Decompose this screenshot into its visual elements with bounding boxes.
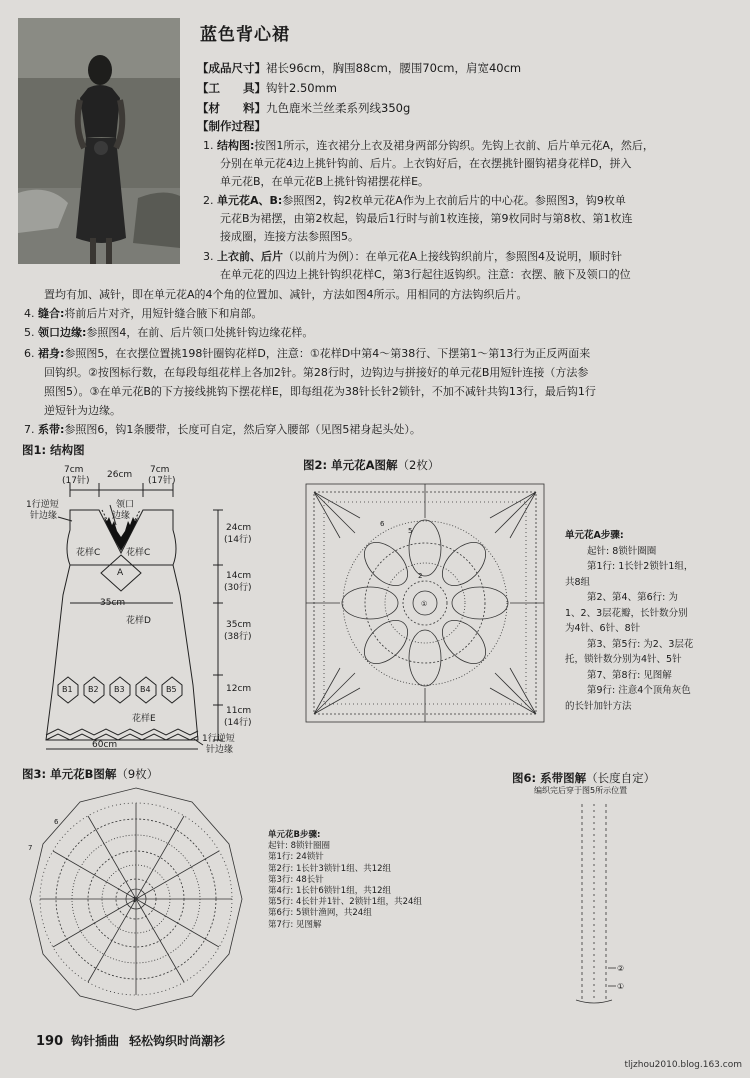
page-number: 190 <box>36 1034 64 1049</box>
fig3-step-2: 第2行: 1长针3锁针1组、共12组 <box>268 863 392 874</box>
step-6-line-1 <box>24 345 590 363</box>
fig1-b1: B1 <box>62 685 73 694</box>
step-5-head: 领口边缘: <box>38 326 87 339</box>
fig1-dim-4-cm: 12cm <box>226 684 252 694</box>
fig2-step-1: 第1行: 1长针2锁针1组， <box>587 561 694 572</box>
fig2-count: （2枚） <box>397 458 440 472</box>
step-7-num: 7. <box>24 423 35 436</box>
step-4-head: 缝合: <box>38 307 65 320</box>
step-3-text-1: ：在单元花A上接线钩织前片，参照图4及说明，顺时针 <box>354 250 623 263</box>
fig3-step-3: 第3行: 48长针 <box>268 874 324 885</box>
fig6-title <box>512 770 655 786</box>
step-7-head: 系带: <box>38 423 65 436</box>
fig2-step-5: 为4针、6针、8针 <box>565 623 641 634</box>
step-6-line-4: 逆短针为边缘。 <box>44 404 121 417</box>
step-4-num: 4. <box>24 307 35 320</box>
step-2-line-3: 接成圈，连接方法参照图5。 <box>220 230 359 243</box>
fig2-step-7: 托，锁针数分别为4针、5针 <box>565 654 682 665</box>
info-tool-key: 【工 具】 <box>197 81 266 95</box>
fig2-step-0: 起针: 8锁针圈圈 <box>587 545 657 557</box>
fig1-hem-note-2: 针边缘 <box>206 745 234 755</box>
info-size-value: 裙长96cm，胸围88cm，腰围70cm，肩宽40cm <box>266 61 522 75</box>
step-6-num: 6. <box>24 347 35 360</box>
fig1-waist: 35cm <box>100 598 126 608</box>
fig3-steps <box>268 830 478 931</box>
step-1-line-1 <box>203 137 654 155</box>
fig1-flower-d: 花样D <box>126 616 151 626</box>
fig1-b5: B5 <box>166 685 177 694</box>
fig2-step-title: 单元花A步骤: <box>565 530 624 541</box>
fig1-dim-3-rows: (38行) <box>224 632 252 642</box>
fig6-title-text: 图6: 系带图解 <box>512 771 587 785</box>
fig1-dim-top-right-rows: (17针) <box>148 476 176 486</box>
step-3-line-2: 在单元花的四边上挑针钩织花样C，第3行起往返钩织。注意：衣摆、腋下及领口的位 <box>220 268 631 281</box>
fig1-left-note-2: 针边缘 <box>30 511 58 521</box>
fig1-dim-5-rows: (14行) <box>224 718 252 728</box>
step-3-line-1 <box>203 248 622 266</box>
info-process <box>197 118 266 135</box>
fig1-title: 图1: 结构图 <box>22 443 85 457</box>
svg-text:6: 6 <box>380 520 385 528</box>
fig3-title <box>22 766 158 782</box>
info-material <box>197 100 410 117</box>
step-6-head: 裙身: <box>38 347 65 360</box>
info-tool-value: 钩针2.50mm <box>266 81 338 95</box>
info-process-key: 【制作过程】 <box>197 119 266 133</box>
fig1-b3: B3 <box>114 685 125 694</box>
fig3-step-1: 第1行: 24锁针 <box>268 852 324 863</box>
fig1-unit-a: A <box>117 568 124 578</box>
step-1-line-2: 分别在单元花4边上挑针钩前、后片。上衣钩好后，在衣摆挑针圈钩裙身花样D，拼入 <box>220 157 632 170</box>
fig1-b2: B2 <box>88 685 99 694</box>
fig3-step-title: 单元花B步骤: <box>268 830 321 840</box>
step-3-line-3: 置均有加、减针，即在单元花A的4个角的位置加、减针，方法如图4所示。用相同的方法钩织后片。 <box>44 288 528 301</box>
pattern-title: 蓝色背心裙 <box>200 25 290 45</box>
step-2-head: 单元花A、B: <box>217 194 283 207</box>
step-6-text-1: 参照图5，在衣摆位置挑198针圈钩花样D，注意：①花样D中第4～第38行、下摆第1～第13行为正反两面来 <box>64 347 591 360</box>
step-5-text: 参照图4，在前、后片领口处挑针钩边缘花样。 <box>86 326 314 339</box>
fig1-neck-note-1: 领口 <box>116 500 135 510</box>
fig2-step-3: 第2、第4、第6行: 为 <box>587 592 678 603</box>
fig2-step-9: 第9行: 注意4个顶角灰色 <box>587 685 691 696</box>
step-1-head: 结构图: <box>217 139 255 152</box>
book-title: 钩针插曲 <box>71 1034 120 1048</box>
fig1-dim-2-cm: 14cm <box>226 571 252 581</box>
fig1-dim-5-cm: 11cm <box>226 706 252 716</box>
step-1-text-1: 按图1所示，连衣裙分上衣及裙身两部分钩织。先钩上衣前、后片单元花A，然后， <box>254 139 654 152</box>
info-size <box>197 60 521 77</box>
svg-text:7: 7 <box>28 844 33 852</box>
info-material-key: 【材 料】 <box>197 101 266 115</box>
fig2-step-8: 第7、第8行: 见图解 <box>587 669 672 681</box>
watermark: tljzhou2010.blog.163.com <box>624 1060 742 1070</box>
fig3-title-text: 图3: 单元花B图解 <box>22 767 117 781</box>
fig2-step-2: 共8组 <box>565 576 591 588</box>
fig2-steps <box>565 528 735 714</box>
fig6-note: 编织完后穿于图5所示位置 <box>534 786 628 795</box>
info-tool <box>197 80 337 97</box>
fig2-title <box>303 457 439 473</box>
fig1-dim-1-cm: 24cm <box>226 523 252 533</box>
fig1-dim-top-left-rows: (17针) <box>62 476 90 486</box>
step-2-num: 2. <box>203 194 214 207</box>
step-7 <box>24 421 421 439</box>
step-3-num: 3. <box>203 250 214 263</box>
fig1-hem-note-1: 1行逆短 <box>202 734 235 744</box>
svg-text:5: 5 <box>408 527 413 535</box>
fig2-step-10: 的长针加针方法 <box>565 700 632 712</box>
fig1-left-note-1: 1行逆短 <box>26 500 59 510</box>
step-4 <box>24 305 262 323</box>
fig1-flower-c-right: 花样C <box>126 548 151 558</box>
page-footer <box>36 1032 225 1049</box>
fig1-hem: 60cm <box>92 740 118 750</box>
fig2-motif-a <box>300 478 550 728</box>
info-material-value: 九色鹿米兰丝柔系列线350g <box>266 101 411 115</box>
step-7-text: 参照图6，钩1条腰带，长度可自定，然后穿入腰部（见图5裙身起头处）。 <box>64 423 421 436</box>
fig3-step-7: 第7行: 见图解 <box>268 919 322 930</box>
fig2-title-text: 图2: 单元花A图解 <box>303 458 398 472</box>
svg-text:①: ① <box>617 982 625 991</box>
fig3-count: （9枚） <box>116 767 159 781</box>
step-2-line-1 <box>203 192 626 210</box>
step-5-num: 5. <box>24 326 35 339</box>
fig6-strap-chart <box>570 800 630 1006</box>
fig2-step-6: 第3、第5行: 为2、3层花 <box>587 638 694 650</box>
step-6-line-2: 回钩织。②按图标行数，在每段每组花样上各加2针。第28行时，边钩边与拼接好的单元花B用短针连接（方法参 <box>44 366 589 379</box>
step-1-num: 1. <box>203 139 214 152</box>
fig1-flower-e: 花样E <box>132 714 156 724</box>
fig1-dim-1-rows: (14行) <box>224 535 252 545</box>
fig1-dim-2-rows: (30行) <box>224 583 252 593</box>
svg-text:6: 6 <box>54 818 59 826</box>
svg-text:2: 2 <box>418 572 423 580</box>
step-4-text: 将前后片对齐，用短针缝合腋下和肩部。 <box>64 307 263 320</box>
model-photo <box>18 18 180 264</box>
svg-text:②: ② <box>617 964 625 973</box>
step-3-head: 上衣前、后片 <box>217 250 283 263</box>
fig3-step-6: 第6行: 5锁针渔网，共24组 <box>268 908 372 919</box>
fig1-dim-top-left-cm: 7cm <box>64 465 84 475</box>
info-size-key: 【成品尺寸】 <box>197 61 266 75</box>
fig3-step-5: 第5行: 4长针并1针、2锁针1组，共24组 <box>268 897 422 908</box>
step-2-line-2: 元花B为裙摆，由第2枚起，钩最后1行时与前1枚连接，第9枚同时与第8枚、第1枚连 <box>220 212 633 225</box>
step-6-line-3: 照图5）。③在单元花B的下方接线挑钩下摆花样E，即每组花为38针长针2锁针，不加不减针共钩13行，最后钩1行 <box>44 385 596 398</box>
step-5 <box>24 324 313 342</box>
book-subtitle: 轻松钩织时尚潮衫 <box>129 1034 226 1048</box>
svg-text:①: ① <box>421 600 428 608</box>
fig6-count: （长度自定） <box>586 771 656 785</box>
fig1-dim-top-right-cm: 7cm <box>150 465 170 475</box>
fig3-step-4: 第4行: 1长针6锁针1组，共12组 <box>268 886 392 897</box>
fig1-dim-top-mid: 26cm <box>107 470 133 480</box>
fig2-step-4: 1、2、3层花瓣，长针数分别 <box>565 607 688 619</box>
fig3-motif-b <box>24 784 248 1014</box>
fig3-step-0: 起针: 8锁针圈圈 <box>268 841 330 852</box>
fig1-flower-c-left: 花样C <box>76 548 101 558</box>
fig1-b4: B4 <box>140 685 151 694</box>
step-1-line-3: 单元花B，在单元花B上挑针钩裙摆花样E。 <box>220 175 430 188</box>
step-2-text-1: 参照图2，钩2枚单元花A作为上衣前后片的中心花。参照图3，钩9枚单 <box>282 194 626 207</box>
step-3-paren: （以前片为例） <box>283 250 355 263</box>
svg-text:1: 1 <box>132 896 137 904</box>
fig1-dim-3-cm: 35cm <box>226 620 252 630</box>
fig1-neck-note-2: 边缘 <box>112 511 131 521</box>
